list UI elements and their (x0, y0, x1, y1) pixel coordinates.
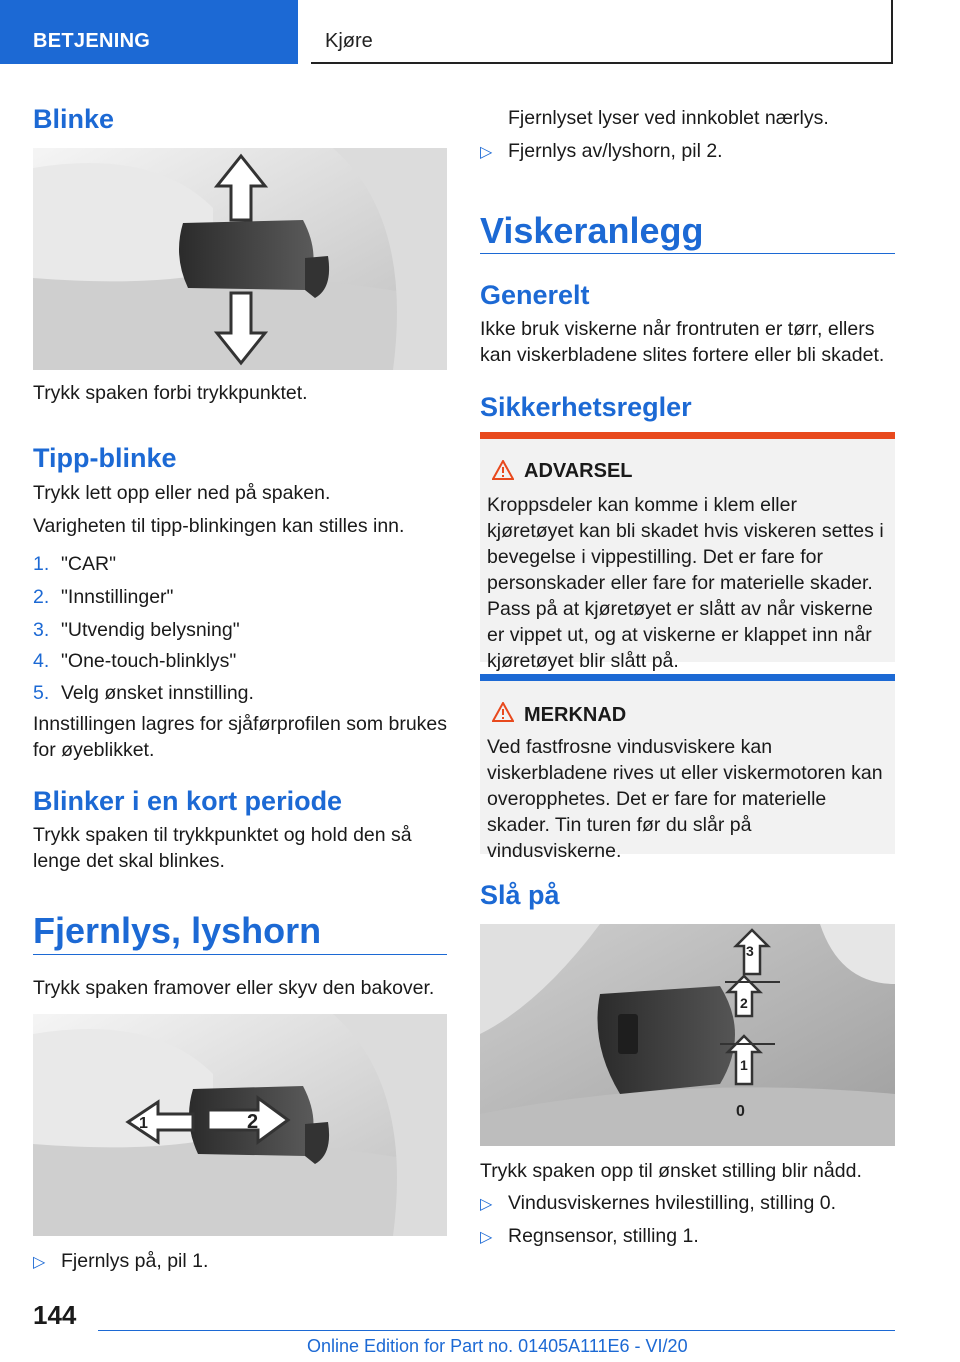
warning-triangle-icon (492, 460, 514, 485)
step-text: "Utvendig belysning" (61, 619, 240, 641)
illustration-indicator-stalk (33, 148, 447, 370)
heading-tipp-blinke: Tipp-blinke (33, 443, 177, 473)
heading-blinke: Blinke (33, 104, 115, 134)
triangle-right-icon: ▷ (480, 1229, 493, 1246)
step-text: "One-touch-blinklys" (61, 650, 237, 672)
heading-rule (33, 954, 447, 955)
chapter-tab (311, 0, 893, 64)
paragraph-kort: Trykk spaken til trykkpunktet og hold den så lenge det skal blinkes. (33, 824, 412, 872)
section-label: BETJENING (33, 30, 151, 52)
step-number: 1. (33, 553, 50, 575)
page-number: 144 (33, 1300, 77, 1330)
list-item (480, 1223, 699, 1251)
list-item (480, 138, 723, 166)
warning-box (480, 432, 895, 672)
warning-triangle-icon (492, 702, 514, 727)
paragraph-tipp-3: Innstillingen lagres for sjåførprofilen som brukes for øyeblikket. (33, 713, 448, 761)
heading-sikkerhetsregler: Sikkerhetsregler (480, 392, 692, 422)
heading-slaa-paa: Slå på (480, 880, 560, 910)
illustration-wiper-stalk (480, 924, 895, 1146)
footer-rule (98, 1330, 895, 1331)
triangle-right-icon: ▷ (480, 144, 493, 161)
edition-link[interactable]: Online Edition for Part no. 01405A111E6 - VI/20 (307, 1336, 688, 1356)
caption-blinke: Trykk spaken forbi trykkpunktet. (33, 382, 308, 404)
list-item (33, 551, 116, 577)
bullet-text: Fjernlys av/lyshorn, pil 2. (508, 140, 723, 162)
chapter-label: Kjøre (325, 30, 373, 52)
paragraph-tipp-2: Varigheten til tipp-blinkingen kan stilles inn. (33, 515, 405, 537)
bullet-text: Vindusviskernes hvilestilling, stilling 0. (508, 1192, 837, 1214)
paragraph-fjernlys: Trykk spaken framover eller skyv den bakover. (33, 977, 435, 999)
step-number: 3. (33, 619, 50, 641)
step-number: 2. (33, 586, 50, 608)
warning-bar (480, 432, 895, 439)
heading-generelt: Generelt (480, 280, 590, 310)
arrow-label-1: 1 (139, 1115, 148, 1132)
triangle-right-icon: ▷ (480, 1196, 493, 1213)
step-text: "CAR" (61, 553, 117, 575)
list-item (33, 584, 173, 610)
warning-text: Kroppsdeler kan komme i klem eller kjøretøyet kan bli skadet hvis viskeren settes i bevegelse i vippestilling. Det er fare for personskader eller fare for materielle skader. Pass på at kjøretøyet er slått av når viskerne er vippet ut, og at viskerne er klappet inn når kjøretøyet blir slått på. (487, 494, 884, 672)
position-label-2: 2 (740, 995, 748, 1011)
heading-rule (480, 253, 895, 254)
position-label-1: 1 (740, 1057, 748, 1073)
list-item (480, 1190, 836, 1218)
step-text: "Innstillinger" (61, 586, 174, 608)
step-number: 5. (33, 682, 50, 704)
step-number: 4. (33, 650, 50, 672)
section-tab (0, 0, 298, 64)
list-item (33, 617, 240, 643)
step-text: Velg ønsket innstilling. (61, 682, 254, 704)
notice-title: MERKNAD (524, 704, 627, 726)
notice-box (480, 674, 895, 862)
list-item (33, 680, 254, 706)
paragraph-tipp-1: Trykk lett opp eller ned på spaken. (33, 482, 331, 504)
bullet-text: Regnsensor, stilling 1. (508, 1225, 699, 1247)
paragraph-fjernlys-cont: Fjernlyset lyser ved innkoblet nærlys. (508, 107, 829, 129)
list-item (33, 1248, 208, 1276)
notice-text: Ved fastfrosne vindusviskere kan viskerbladene rives ut eller viskermotoren kan overopphetes. Det er fare for materielle skader. Tin turen før du slår på vindusviskerne. (487, 736, 883, 862)
triangle-right-icon: ▷ (33, 1254, 46, 1271)
warning-title: ADVARSEL (524, 460, 633, 482)
paragraph-generelt: Ikke bruk viskerne når frontruten er tørr, ellers kan viskerbladene slites fortere eller bli skadet. (480, 318, 885, 366)
position-label-0: 0 (736, 1103, 745, 1120)
heading-blinker-kort: Blinker i en kort periode (33, 786, 343, 816)
notice-bar (480, 674, 895, 681)
heading-fjernlys: Fjernlys, lyshorn (33, 910, 322, 951)
position-label-3: 3 (746, 943, 754, 959)
list-item (33, 648, 236, 674)
bullet-text: Fjernlys på, pil 1. (61, 1250, 209, 1272)
arrow-label-2: 2 (247, 1111, 259, 1133)
illustration-high-beam-stalk (33, 1014, 447, 1236)
paragraph-slaa-paa: Trykk spaken opp til ønsket stilling blir nådd. (480, 1160, 862, 1182)
heading-viskeranlegg: Viskeranlegg (480, 210, 704, 251)
